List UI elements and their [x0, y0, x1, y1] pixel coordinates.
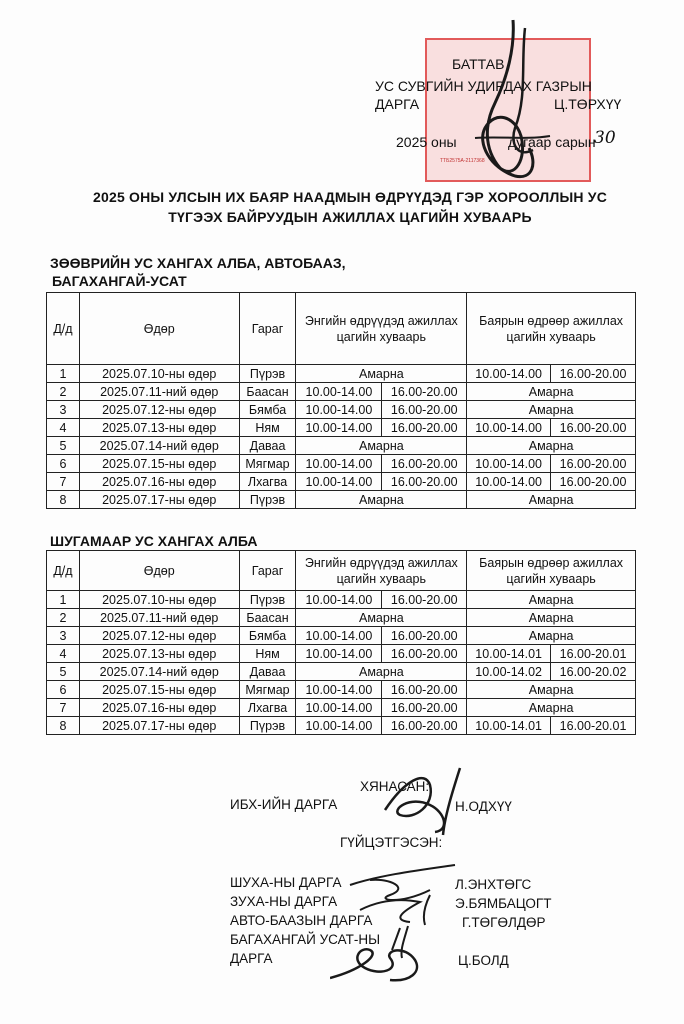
regular-hours-morning: 10.00-14.00 — [296, 419, 382, 437]
holiday-hours-afternoon: 16.00-20.01 — [551, 717, 636, 735]
row-number: 6 — [47, 681, 80, 699]
row-number: 7 — [47, 699, 80, 717]
row-number: 5 — [47, 663, 80, 681]
regular-hours: Амарна — [296, 437, 467, 455]
regular-hours-morning: 10.00-14.00 — [296, 591, 382, 609]
table-row — [47, 645, 636, 663]
document-title — [60, 187, 640, 227]
holiday-hours: Амарна — [467, 681, 636, 699]
holiday-hours: Амарна — [467, 383, 636, 401]
table-row — [47, 419, 636, 437]
header-num: Д/д — [47, 551, 80, 591]
header-weekday: Гараг — [239, 551, 296, 591]
holiday-hours: Амарна — [467, 491, 636, 509]
regular-hours-afternoon: 16.00-20.00 — [382, 401, 467, 419]
row-number: 5 — [47, 437, 80, 455]
regular-hours-morning: 10.00-14.00 — [296, 681, 382, 699]
row-weekday: Баасан — [239, 609, 296, 627]
row-number: 8 — [47, 491, 80, 509]
checked-signature — [375, 760, 485, 840]
approval-name: Ц.ТӨРХҮҮ — [554, 96, 622, 112]
executor-name-4: Ц.БОЛД — [458, 953, 509, 968]
regular-hours-afternoon: 16.00-20.00 — [382, 645, 467, 663]
table-header-row — [47, 293, 636, 365]
row-date: 2025.07.11-ний өдөр — [79, 383, 239, 401]
executor-name-1: Л.ЭНХТӨГС — [455, 877, 532, 892]
row-number: 4 — [47, 645, 80, 663]
row-weekday: Даваа — [239, 663, 296, 681]
executor-role-2: ЗУХА-НЫ ДАРГА — [230, 894, 338, 909]
row-date: 2025.07.10-ны өдөр — [79, 591, 239, 609]
row-number: 1 — [47, 365, 80, 383]
holiday-hours-afternoon: 16.00-20.00 — [551, 455, 636, 473]
row-date: 2025.07.17-ны өдөр — [79, 491, 239, 509]
row-weekday: Лхагва — [239, 699, 296, 717]
regular-hours: Амарна — [296, 365, 467, 383]
schedule-table-1 — [46, 292, 636, 509]
row-weekday: Даваа — [239, 437, 296, 455]
approval-month: дугаар сарын — [508, 134, 596, 150]
header-day: Өдөр — [79, 551, 239, 591]
table-row — [47, 627, 636, 645]
row-date: 2025.07.10-ны өдөр — [79, 365, 239, 383]
table-row — [47, 491, 636, 509]
row-number: 8 — [47, 717, 80, 735]
table-row — [47, 365, 636, 383]
regular-hours-morning: 10.00-14.00 — [296, 473, 382, 491]
holiday-hours-afternoon: 16.00-20.01 — [551, 645, 636, 663]
executor-name-2: Э.БЯМБАЦОГТ — [455, 896, 552, 911]
holiday-hours: Амарна — [467, 699, 636, 717]
holiday-hours-morning: 10.00-14.00 — [467, 473, 551, 491]
header-holiday: Баярын өдрөөр ажиллах цагийн хуваарь — [467, 551, 636, 591]
row-weekday: Пүрэв — [239, 591, 296, 609]
header-weekday: Гараг — [239, 293, 296, 365]
table-row — [47, 455, 636, 473]
row-weekday: Ням — [239, 419, 296, 437]
row-number: 6 — [47, 455, 80, 473]
row-date: 2025.07.14-ний өдөр — [79, 663, 239, 681]
approval-day: 30 — [594, 128, 616, 148]
regular-hours-afternoon: 16.00-20.00 — [382, 419, 467, 437]
holiday-hours-morning: 10.00-14.00 — [467, 455, 551, 473]
regular-hours-afternoon: 16.00-20.00 — [382, 627, 467, 645]
holiday-hours: Амарна — [467, 401, 636, 419]
header-regular: Энгийн өдрүүдэд ажиллах цагийн хуваарь — [296, 293, 467, 365]
holiday-hours: Амарна — [467, 609, 636, 627]
row-date: 2025.07.15-ны өдөр — [79, 455, 239, 473]
holiday-hours-afternoon: 16.00-20.00 — [551, 419, 636, 437]
holiday-hours-morning: 10.00-14.01 — [467, 717, 551, 735]
title-line2: ТҮГЭЭХ БАЙРУУДЫН АЖИЛЛАХ ЦАГИЙН ХУВААРЬ — [168, 209, 532, 225]
row-date: 2025.07.14-ний өдөр — [79, 437, 239, 455]
row-number: 3 — [47, 627, 80, 645]
row-date: 2025.07.12-ны өдөр — [79, 401, 239, 419]
regular-hours-morning: 10.00-14.00 — [296, 699, 382, 717]
row-weekday: Мягмар — [239, 681, 296, 699]
header-num: Д/д — [47, 293, 80, 365]
row-date: 2025.07.13-ны өдөр — [79, 419, 239, 437]
table-row — [47, 401, 636, 419]
holiday-hours-morning: 10.00-14.00 — [467, 365, 551, 383]
row-date: 2025.07.11-ний өдөр — [79, 609, 239, 627]
section1-title-line1: ЗӨӨВРИЙН УС ХАНГАХ АЛБА, АВТОБААЗ, — [50, 255, 346, 271]
holiday-hours-morning: 10.00-14.02 — [467, 663, 551, 681]
stamp-number: ТТБ2575А-2117368 — [440, 158, 485, 164]
approval-year: 2025 оны — [396, 134, 457, 150]
row-number: 7 — [47, 473, 80, 491]
table-row — [47, 473, 636, 491]
row-number: 2 — [47, 383, 80, 401]
section1-title-line2: БАГАХАНГАЙ-УСАТ — [52, 273, 187, 289]
executor-role-4-line1: БАГАХАНГАЙ УСАТ-НЫ — [230, 932, 381, 947]
regular-hours: Амарна — [296, 491, 467, 509]
holiday-hours-morning: 10.00-14.01 — [467, 645, 551, 663]
executor-name-3: Г.ТӨГӨЛДӨР — [462, 915, 546, 930]
table-row — [47, 699, 636, 717]
row-weekday: Лхагва — [239, 473, 296, 491]
holiday-hours: Амарна — [467, 627, 636, 645]
regular-hours-afternoon: 16.00-20.00 — [382, 681, 467, 699]
executed-label: ГҮЙЦЭТГЭСЭН: — [340, 835, 443, 850]
table-row — [47, 717, 636, 735]
title-line1: 2025 ОНЫ УЛСЫН ИХ БАЯР НААДМЫН ӨДРҮҮДЭД ГЭР ХОРООЛЛЫН УС — [92, 189, 608, 205]
table-row — [47, 591, 636, 609]
table-row — [47, 383, 636, 401]
row-date: 2025.07.12-ны өдөр — [79, 627, 239, 645]
regular-hours-afternoon: 16.00-20.00 — [382, 699, 467, 717]
regular-hours-morning: 10.00-14.00 — [296, 645, 382, 663]
holiday-hours: Амарна — [467, 591, 636, 609]
row-weekday: Баасан — [239, 383, 296, 401]
approval-line1: БАТТАВ — [452, 56, 505, 72]
approval-role: ДАРГА — [375, 96, 420, 112]
holiday-hours-morning: 10.00-14.00 — [467, 419, 551, 437]
table-row — [47, 437, 636, 455]
table-header-row — [47, 551, 636, 591]
regular-hours-afternoon: 16.00-20.00 — [382, 455, 467, 473]
regular-hours-morning: 10.00-14.00 — [296, 627, 382, 645]
row-date: 2025.07.17-ны өдөр — [79, 717, 239, 735]
approval-line2: УС СУВГИЙН УДИРДАХ ГАЗРЫН — [375, 78, 592, 94]
checked-label: ХЯНАСАН: — [360, 779, 430, 794]
executor-role-3: АВТО-БААЗЫН ДАРГА — [230, 913, 373, 928]
checked-name: Н.ОДХҮҮ — [455, 799, 512, 814]
table-row — [47, 609, 636, 627]
row-weekday: Пүрэв — [239, 365, 296, 383]
row-number: 2 — [47, 609, 80, 627]
schedule-table-2 — [46, 550, 636, 735]
row-number: 3 — [47, 401, 80, 419]
holiday-hours: Амарна — [467, 437, 636, 455]
row-date: 2025.07.16-ны өдөр — [79, 473, 239, 491]
executor-role-4-line2: ДАРГА — [230, 951, 273, 966]
header-day: Өдөр — [79, 293, 239, 365]
header-holiday: Баярын өдрөөр ажиллах цагийн хуваарь — [467, 293, 636, 365]
row-number: 4 — [47, 419, 80, 437]
holiday-hours-afternoon: 16.00-20.02 — [551, 663, 636, 681]
regular-hours-afternoon: 16.00-20.00 — [382, 383, 467, 401]
table-row — [47, 663, 636, 681]
row-weekday: Пүрэв — [239, 491, 296, 509]
row-date: 2025.07.15-ны өдөр — [79, 681, 239, 699]
section2-title: ШУГАМААР УС ХАНГАХ АЛБА — [50, 533, 258, 549]
regular-hours: Амарна — [296, 609, 467, 627]
row-number: 1 — [47, 591, 80, 609]
row-weekday: Пүрэв — [239, 717, 296, 735]
row-weekday: Бямба — [239, 401, 296, 419]
approval-signature — [455, 18, 575, 188]
regular-hours-afternoon: 16.00-20.00 — [382, 717, 467, 735]
executor-role-1: ШУХА-НЫ ДАРГА — [230, 875, 342, 890]
holiday-hours-afternoon: 16.00-20.00 — [551, 473, 636, 491]
regular-hours-morning: 10.00-14.00 — [296, 455, 382, 473]
row-weekday: Бямба — [239, 627, 296, 645]
header-regular: Энгийн өдрүүдэд ажиллах цагийн хуваарь — [296, 551, 467, 591]
row-weekday: Мягмар — [239, 455, 296, 473]
regular-hours-morning: 10.00-14.00 — [296, 383, 382, 401]
regular-hours-morning: 10.00-14.00 — [296, 717, 382, 735]
regular-hours-afternoon: 16.00-20.00 — [382, 591, 467, 609]
row-date: 2025.07.16-ны өдөр — [79, 699, 239, 717]
executor-signatures — [330, 850, 470, 990]
table-row — [47, 681, 636, 699]
row-weekday: Ням — [239, 645, 296, 663]
regular-hours-morning: 10.00-14.00 — [296, 401, 382, 419]
row-date: 2025.07.13-ны өдөр — [79, 645, 239, 663]
holiday-hours-afternoon: 16.00-20.00 — [551, 365, 636, 383]
checked-role: ИБХ-ИЙН ДАРГА — [230, 797, 338, 812]
regular-hours: Амарна — [296, 663, 467, 681]
regular-hours-afternoon: 16.00-20.00 — [382, 473, 467, 491]
